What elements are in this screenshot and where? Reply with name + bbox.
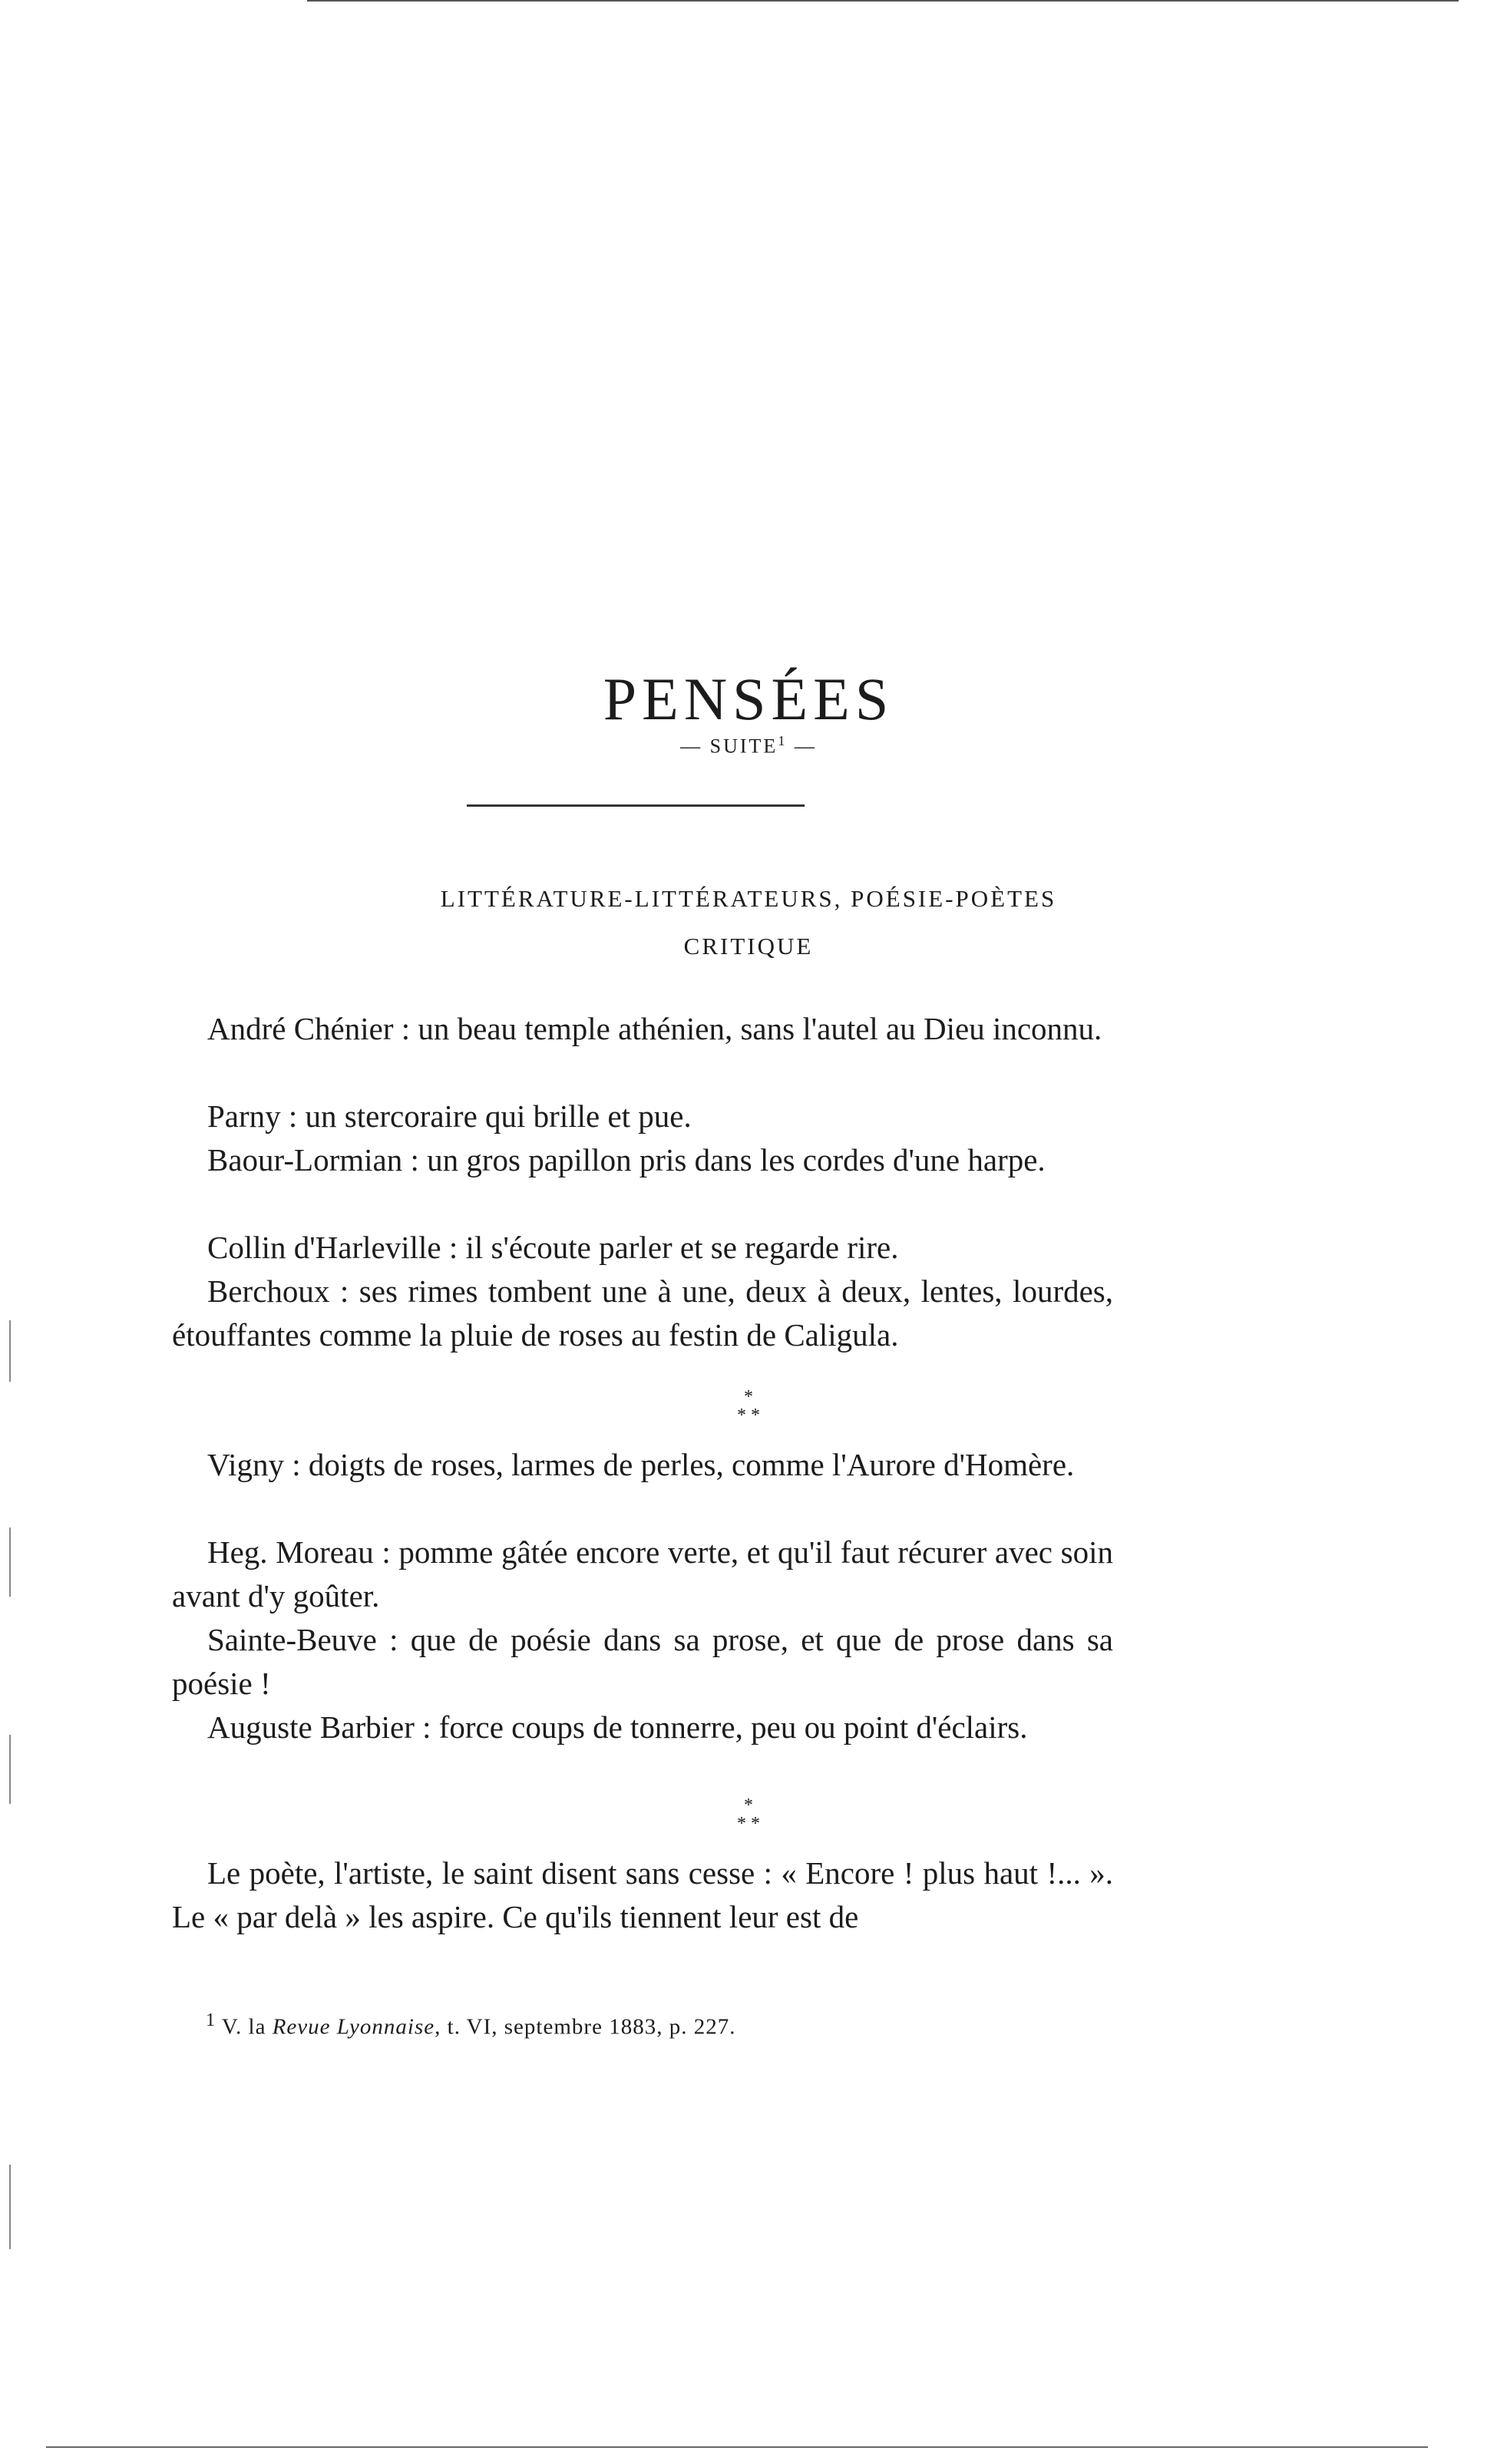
- asterism-bottom: * *: [737, 1405, 760, 1425]
- subtitle: [0, 733, 1497, 758]
- paragraph-collin: Collin d'Harleville : il s'écoute parler et se regarde rire.: [207, 1230, 899, 1265]
- footnote-prefix: V. la: [221, 2014, 266, 2040]
- asterism-bottom: * *: [737, 1814, 760, 1834]
- asterism-top: *: [744, 1387, 753, 1407]
- subtitle-right: —: [787, 735, 817, 758]
- paragraph-berchoux: Berchoux : ses rimes tombent une à une, deux à deux, lentes, lourdes, étouffantes comme la pluie de roses au festin de Caligula.: [172, 1273, 1113, 1353]
- paragraph-baour-lormian: Baour-Lormian : un gros papillon pris dans les cordes d'une harpe.: [207, 1142, 1046, 1178]
- footnote-reference: 1: [778, 733, 788, 748]
- title-rule: [467, 804, 805, 807]
- paragraph-sainte-beuve: Sainte-Beuve : que de poésie dans sa prose, et que de prose dans sa poésie !: [172, 1622, 1113, 1701]
- paragraph-chenier: André Chénier : un beau temple athénien, sans l'autel au Dieu inconnu.: [207, 1011, 1102, 1046]
- left-margin-mark: [9, 2165, 11, 2249]
- left-margin-mark: [9, 1735, 11, 1804]
- section-heading: LITTÉRATURE-LITTÉRATEURS, POÉSIE-POÈTES: [440, 885, 1057, 912]
- footnote-journal: Revue Lyonnaise: [272, 2014, 435, 2040]
- section-subheading: CRITIQUE: [683, 933, 814, 960]
- subtitle-left: — SUITE: [680, 735, 778, 758]
- bottom-edge-rule: [46, 2446, 1428, 2448]
- top-edge-rule: [307, 0, 1459, 2]
- left-margin-mark: [9, 1320, 11, 1382]
- paragraph-parny: Parny : un stercoraire qui brille et pue.: [207, 1098, 692, 1134]
- paragraph-moreau: Heg. Moreau : pomme gâtée encore verte, et qu'il faut récurer avec soin avant d'y goûter.: [172, 1534, 1113, 1613]
- asterism: [0, 1796, 1497, 1833]
- paragraph-vigny: Vigny : doigts de roses, larmes de perles, comme l'Aurore d'Homère.: [207, 1447, 1075, 1482]
- footnote-suffix: , t. VI, septembre 1883, p. 227.: [435, 2014, 736, 2040]
- asterism: [0, 1388, 1497, 1425]
- asterism-top: *: [744, 1795, 753, 1815]
- paragraph-barbier: Auguste Barbier : force coups de tonnerre, peu ou point d'éclairs.: [207, 1709, 1028, 1745]
- page-title: PENSÉES: [603, 666, 894, 733]
- footnote: [206, 2010, 735, 2040]
- paragraph-poete: Le poète, l'artiste, le saint disent sans cesse : « Encore ! plus haut !... ». Le « par delà » les aspire. Ce qu'ils tiennent leur est de: [172, 1855, 1113, 1934]
- left-margin-mark: [9, 1528, 11, 1597]
- footnote-mark: 1: [206, 2010, 216, 2030]
